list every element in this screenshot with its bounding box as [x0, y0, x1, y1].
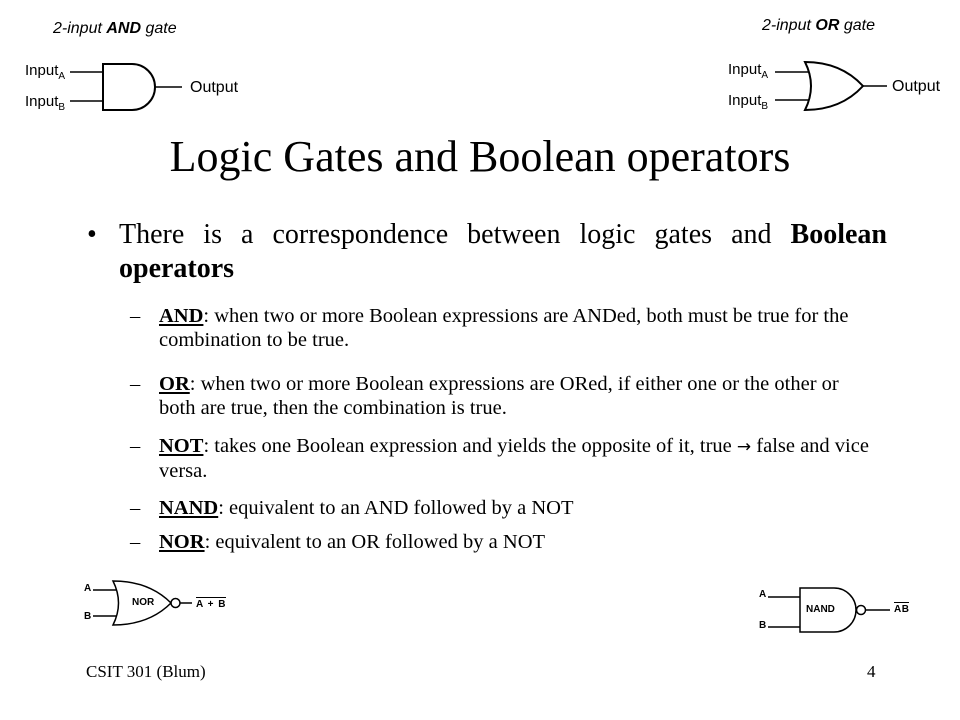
sub-item-dash: –: [130, 531, 141, 553]
nor-input-b-label: B: [84, 611, 92, 622]
and-gate-symbol: [70, 60, 185, 115]
sub-item-text: : when two or more Boolean expressions are ANDed, both must be true for the combination to be true.: [159, 305, 849, 351]
bullet-marker: •: [87, 219, 97, 250]
and-caption-suffix: gate: [141, 20, 177, 37]
sub-item-text: : takes one Boolean expression and yields the opposite of it, true: [203, 435, 737, 457]
sub-item-dash: –: [130, 435, 141, 457]
or-caption-prefix: 2-input: [762, 17, 816, 34]
sub-item-text: : equivalent to an OR followed by a NOT: [204, 531, 546, 553]
nor-gate-label: NOR: [132, 597, 155, 608]
sub-item-not: [130, 434, 870, 483]
or-input-b-main: Input: [728, 92, 762, 109]
or-input-b-sub: B: [761, 101, 769, 112]
and-input-b-main: Input: [25, 93, 59, 110]
or-caption-suffix: gate: [839, 17, 875, 34]
or-input-a-sub: A: [761, 70, 769, 81]
and-input-a-label: [25, 62, 65, 82]
sub-item-dash: –: [130, 373, 141, 395]
sub-item-and: [130, 304, 870, 352]
sub-item-term: AND: [159, 305, 204, 327]
and-caption-op: AND: [106, 20, 142, 37]
right-arrow-icon: →: [736, 437, 752, 457]
sub-item-dash: –: [130, 497, 141, 519]
nand-input-a-label: A: [759, 589, 767, 600]
sub-item-nand: [130, 496, 870, 520]
sub-item-nor: [130, 530, 870, 554]
nand-gate-label: NAND: [806, 604, 835, 615]
or-output-label: Output: [892, 78, 941, 95]
page-number: 4: [867, 662, 876, 681]
sub-item-term: OR: [159, 373, 190, 395]
and-input-b-label: [25, 93, 65, 113]
and-caption-prefix: 2-input: [53, 20, 107, 37]
slide-title: Logic Gates and Boolean operators: [169, 132, 791, 181]
bullet-text-bold: Boolean operators: [119, 219, 887, 284]
sub-item-term: NOT: [159, 435, 204, 457]
or-input-a-label: [728, 61, 768, 81]
or-caption-op: OR: [815, 17, 840, 34]
sub-item-text-after: false and vice versa.: [159, 435, 869, 482]
main-bullet: [87, 218, 887, 286]
and-input-b-sub: B: [58, 102, 66, 113]
or-gate-caption: [762, 17, 875, 35]
nand-output-label: AB: [894, 604, 910, 615]
footer-course: CSIT 301 (Blum): [86, 662, 206, 681]
or-input-b-label: [728, 92, 768, 112]
sub-item-dash: –: [130, 305, 141, 327]
or-gate-symbol: [775, 58, 890, 113]
sub-item-or: [130, 372, 870, 420]
and-input-a-sub: A: [58, 71, 66, 82]
and-output-label: Output: [190, 79, 239, 96]
bullet-text: [119, 218, 887, 286]
and-gate-caption: [53, 20, 177, 38]
sub-item-text: : when two or more Boolean expressions are ORed, if either one or the other or both are true, then the combination is true.: [159, 373, 839, 419]
bullet-text-start: There is a correspondence between logic gates and: [119, 219, 791, 250]
and-input-a-main: Input: [25, 62, 59, 79]
sub-item-term: NAND: [159, 497, 219, 519]
or-input-a-main: Input: [728, 61, 762, 78]
nor-input-a-label: A: [84, 583, 92, 594]
sub-item-term: NOR: [159, 531, 205, 553]
nand-input-b-label: B: [759, 620, 767, 631]
nor-output-label: A + B: [196, 599, 227, 610]
sub-item-text: : equivalent to an AND followed by a NOT: [218, 497, 574, 519]
